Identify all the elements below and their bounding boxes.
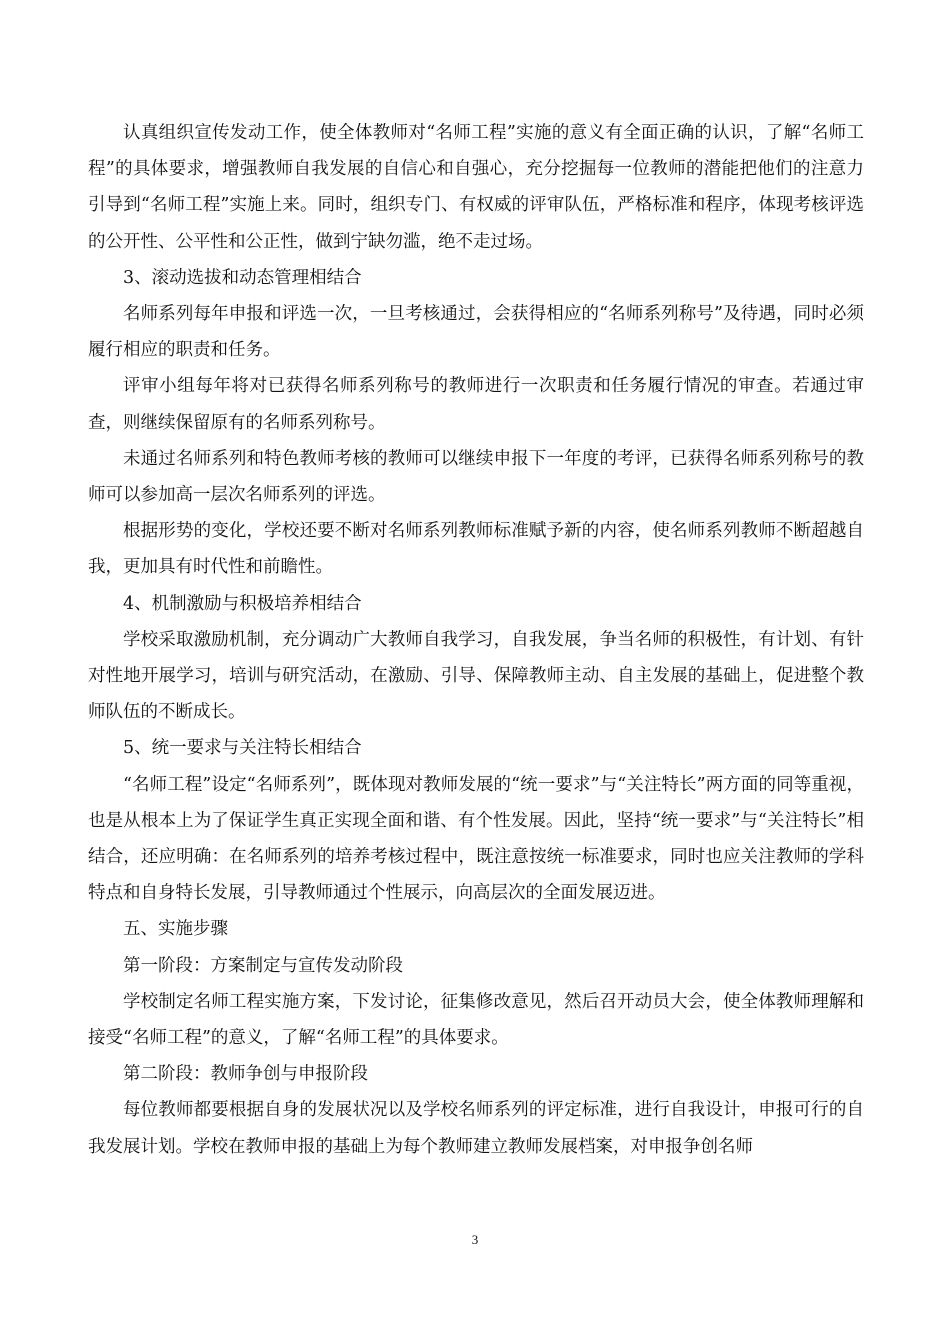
heading-phase-two: 第二阶段：教师争创与申报阶段: [123, 1064, 368, 1085]
heading-incentive-mechanism: 4、机制激励与积极培养相结合: [123, 593, 362, 614]
paragraph-new-standards: 根据形势的变化，学校还要不断对名师系列教师标准赋予新的内容，使名师系列教师不断超越自我，更加具有时代性和前瞻性。: [88, 521, 864, 578]
paragraph-phase-two: 每位教师都要根据自身的发展状况以及学校名师系列的评定标准，进行自我设计，申报可行的自我发展计划。学校在教师申报的基础上为每个教师建立教师发展档案，对申报争创名师: [88, 1100, 864, 1157]
paragraph-phase-one: 学校制定名师工程实施方案，下发讨论，征集修改意见，然后召开动员大会，使全体教师理解和接受“名师工程”的意义，了解“名师工程”的具体要求。: [88, 991, 864, 1049]
paragraph-publicity: 认真组织宣传发动工作，使全体教师对“名师工程”实施的意义有全面正确的认识，了解“名师工程”的具体要求，增强教师自我发展的自信心和自强心，充分挖掘每一位教师的潜能把他们的注意力引导到“名师工程”实施上来。同时，组织专门、有权威的评审队伍，严格标准和程序，体现考核评选的公开性、公平性和公正性，做到宁缺勿滥，绝不走过场。: [88, 123, 864, 252]
paragraph-panel-audit: 评审小组每年将对已获得名师系列称号的教师进行一次职责和任务履行情况的审查。若通过审查，则继续保留原有的名师系列称号。: [88, 376, 864, 433]
heading-rolling-selection: 3、滚动选拔和动态管理相结合: [123, 267, 362, 288]
paragraph-reapply: 未通过名师系列和特色教师考核的教师可以继续申报下一年度的考评，已获得名师系列称号的教师可以参加高一层次名师系列的评选。: [88, 448, 864, 506]
paragraph-unified-requirements: “名师工程”设定“名师系列”，既体现对教师发展的“统一要求”与“关注特长”两方面的同等重视，也是从根本上为了保证学生真正实现全面和谐、有个性发展。因此，坚持“统一要求”与“关注特长”相结合，还应明确：在名师系列的培养考核过程中，既注意按统一标准要求，同时也应关注教师的学科特点和自身特长发展，引导教师通过个性展示，向高层次的全面发展迈进。: [88, 774, 864, 904]
page-number: 3: [471, 1232, 479, 1247]
heading-phase-one: 第一阶段：方案制定与宣传发动阶段: [123, 955, 403, 976]
paragraph-annual-review: 名师系列每年申报和评选一次，一旦考核通过，会获得相应的“名师系列称号”及待遇，同时必须履行相应的职责和任务。: [88, 304, 864, 361]
heading-implementation-steps: 五、实施步骤: [123, 919, 228, 940]
paragraph-incentive: 学校采取激励机制，充分调动广大教师自我学习，自我发展，争当名师的积极性，有计划、有针对性地开展学习，培训与研究活动，在激励、引导、保障教师主动、自主发展的基础上，促进整个教师队伍的不断成长。: [88, 629, 864, 723]
document-body: [88, 115, 864, 1165]
heading-unified-requirements: 5、统一要求与关注特长相结合: [123, 738, 362, 759]
